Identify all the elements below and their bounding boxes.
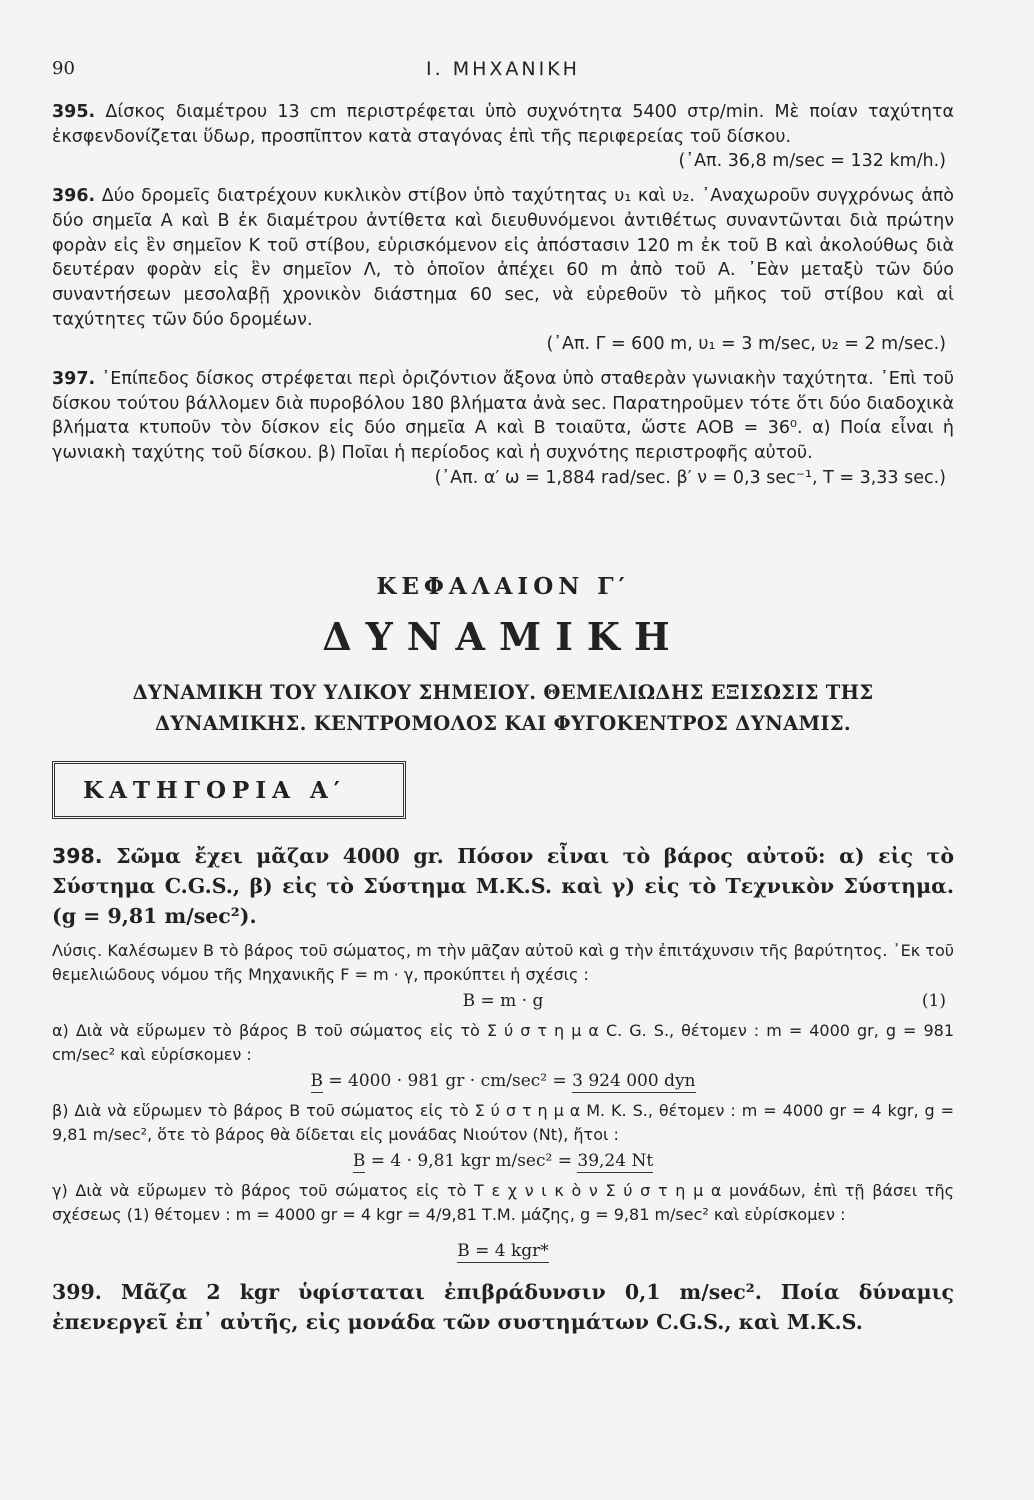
- problem-answer: (᾿Απ. Γ = 600 m, υ₁ = 3 m/sec, υ₂ = 2 m/sec.): [546, 334, 946, 355]
- problem-answer: (᾿Απ. α′ ω = 1,884 rad/sec. β′ ν = 0,3 sec⁻¹, Τ = 3,33 sec.): [434, 467, 946, 488]
- equation-a-mid: = 4000 · 981 gr · cm/sec² =: [323, 1070, 573, 1091]
- problem-text: Δύο δρομεῖς διατρέχουν κυκλικὸν στίβον ὑπὸ ταχύτητας υ₁ καὶ υ₂. ᾿Αναχωροῦν συγχρόνως ἀπὸ δύο σημεῖα Α καὶ Β ἐκ διαμέτρου ἀντίθετα καὶ διευθυνόμενοι ἀντιθέτως συναντῶνται διὰ πρώτην φορὰν εἰς ἓν σημεῖον Κ τοῦ στίβου, εὑρισκόμενον εἰς ἀπόστασιν 120 m ἐκ τοῦ Β καὶ ἀκολούθως διὰ δευτέραν φορὰν εἰς ἓν σημεῖον Λ, τὸ ὁποῖον ἀπέχει 60 m ἀπὸ τοῦ Α. ᾿Εὰν μεταξὺ τῶν δύο συναντήσεων μεσολαβῇ χρονικὸν διάστημα 60 sec, νὰ εὑρεθοῦν τὸ μῆκος τοῦ στίβου καὶ αἱ ταχύτητες τῶν δύο δρομέων.: [52, 186, 954, 330]
- equation-b-lhs: B: [352, 1150, 366, 1171]
- problem-text: Μᾶζα 2 kgr ὑφίσταται ἐπιβράδυνσιν 0,1 m/sec². Ποία δύναμις ἐπενεργεῖ ἐπ᾿ αὐτῆς, εἰς μονάδα τῶν συστημάτων C.G.S., καὶ M.K.S.: [52, 1279, 954, 1334]
- equation-1: [52, 991, 954, 1011]
- problem-answer: (᾿Απ. 36,8 m/sec = 132 km/h.): [678, 151, 946, 172]
- equation-c: [52, 1241, 954, 1261]
- page-header: [52, 58, 954, 88]
- problem-number: 395.: [52, 102, 96, 122]
- solution-label: Λύσις.: [52, 940, 103, 960]
- problem-397: [52, 367, 954, 491]
- equation-a-result: 3 924 000 dyn: [572, 1070, 696, 1091]
- problem-number: 398.: [52, 843, 103, 868]
- equation-1-number: (1): [921, 990, 946, 1011]
- solution-intro-text: Καλέσωμεν Β τὸ βάρος τοῦ σώματος, m τὴν μᾶζαν αὐτοῦ καὶ g τὴν ἐπιτάχυνσιν τῆς βαρύτητος. ᾿Εκ τοῦ θεμελιώδους νόμου τῆς Μηχανικῆς F = m · γ, προκύπτει ἡ σχέσις :: [52, 940, 954, 984]
- problem-395: [52, 100, 954, 174]
- chapter-subtitle-line-2: ΔΥΝΑΜΙΚΗΣ. ΚΕΝΤΡΟΜΟΛΟΣ ΚΑΙ ΦΥΓΟΚΕΝΤΡΟΣ ΔΥΝΑΜΙΣ.: [155, 711, 851, 735]
- equation-b-result: 39,24 Nt: [577, 1150, 654, 1171]
- equation-b: [52, 1151, 954, 1171]
- equation-a: [52, 1071, 954, 1091]
- category-box: ΚΑΤΗΓΟΡΙΑ Α′: [52, 761, 406, 819]
- solution-part-a: α) Διὰ νὰ εὕρωμεν τὸ βάρος Β τοῦ σώματος εἰς τὸ Σ ύ σ τ η μ α C. G. S., θέτομεν : m = 4000 gr, g = 981 cm/sec² καὶ εὑρίσκομεν :: [52, 1020, 954, 1064]
- solution-intro: [52, 939, 954, 987]
- problem-number: 399.: [52, 1279, 102, 1304]
- problem-number: 396.: [52, 186, 96, 207]
- page-content: [52, 100, 954, 1337]
- problem-number: 397.: [52, 369, 96, 390]
- equation-a-lhs: B: [310, 1070, 323, 1091]
- problem-text: ᾿Επίπεδος δίσκος στρέφεται περὶ ὁριζόντιον ἄξονα ὑπὸ σταθερὰν γωνιακὴν ταχύτητα. ᾿Επὶ τοῦ δίσκου τούτου βάλλομεν διὰ πυροβόλου 180 βλήματα ἀνὰ sec. Παρατηροῦμεν τότε ὅτι δύο διαδοχικὰ βλήματα κτυποῦν τὸν δίσκον εἰς δύο σημεῖα Α καὶ Β τοιαῦτα, ὥστε ΑΟΒ = 36⁰. α) Ποία εἶναι ἡ γωνιακὴ ταχύτης τοῦ δίσκου. β) Ποῖαι ἡ περίοδος καὶ ἡ συχνότης περιστροφῆς αὐτοῦ.: [52, 369, 954, 464]
- equation-b-mid: = 4 · 9,81 kgr m/sec² =: [365, 1150, 578, 1171]
- problem-text: Δίσκος διαμέτρου 13 cm περιστρέφεται ὑπὸ συχνότητα 5400 στρ/min. Μὲ ποίαν ταχύτητα ἐκσφενδονίζεται ὕδωρ, προσπῖπτον κατὰ σταγόνας ἐπὶ τῆς περιφερείας τοῦ δίσκου.: [52, 102, 954, 147]
- chapter-title: ΔΥΝΑΜΙΚΗ: [322, 613, 684, 659]
- solution-part-b: β) Διὰ νὰ εὕρωμεν τὸ βάρος Β τοῦ σώματος εἰς τὸ Σ ύ σ τ η μ α M. K. S., θέτομεν : m = 4000 gr = 4 kgr, g = 9,81 m/sec², ὅτε τὸ βάρος θὰ δίδεται εἰς μονάδας Νιούτον (Nt), ἤτοι :: [52, 1100, 954, 1144]
- problem-396: [52, 184, 954, 357]
- solution-part-c: γ) Διὰ νὰ εὕρωμεν τὸ βάρος τοῦ σώματος εἰς τὸ Τ ε χ ν ι κ ὸ ν Σ ύ σ τ η μ α μονάδων, ἐπὶ τῇ βάσει τῆς σχέσεως (1) θέτομεν : m = 4000 gr = 4 kgr = 4/9,81 Τ.Μ. μάζης, g = 9,81 m/sec² καὶ εὑρίσκομεν :: [52, 1180, 954, 1224]
- equation-c-body: B = 4 kgr*: [457, 1240, 549, 1261]
- chapter-label: ΚΕΦΑΛΑΙΟΝ Γ′: [376, 572, 630, 600]
- equation-1-body: B = m · g: [462, 990, 544, 1011]
- problem-text: Σῶμα ἔχει μᾶζαν 4000 gr. Πόσον εἶναι τὸ βάρος αὐτοῦ: α) εἰς τὸ Σύστημα C.G.S., β) εἰς τὸ Σύστημα M.K.S. καὶ γ) εἰς τὸ Τεχνικὸν Σύστημα. (g = 9,81 m/sec²).: [52, 843, 954, 928]
- running-title: I. ΜΗΧΑΝΙΚΗ: [426, 58, 580, 80]
- problem-398: [52, 841, 954, 931]
- page-number: 90: [52, 58, 75, 79]
- problem-399: [52, 1277, 954, 1337]
- chapter-subtitle-line-1: ΔΥΝΑΜΙΚΗ ΤΟΥ ΥΛΙΚΟΥ ΣΗΜΕΙΟΥ. ΘΕΜΕΛΙΩΔΗΣ ΕΞΙΣΩΣΙΣ ΤΗΣ: [132, 680, 874, 704]
